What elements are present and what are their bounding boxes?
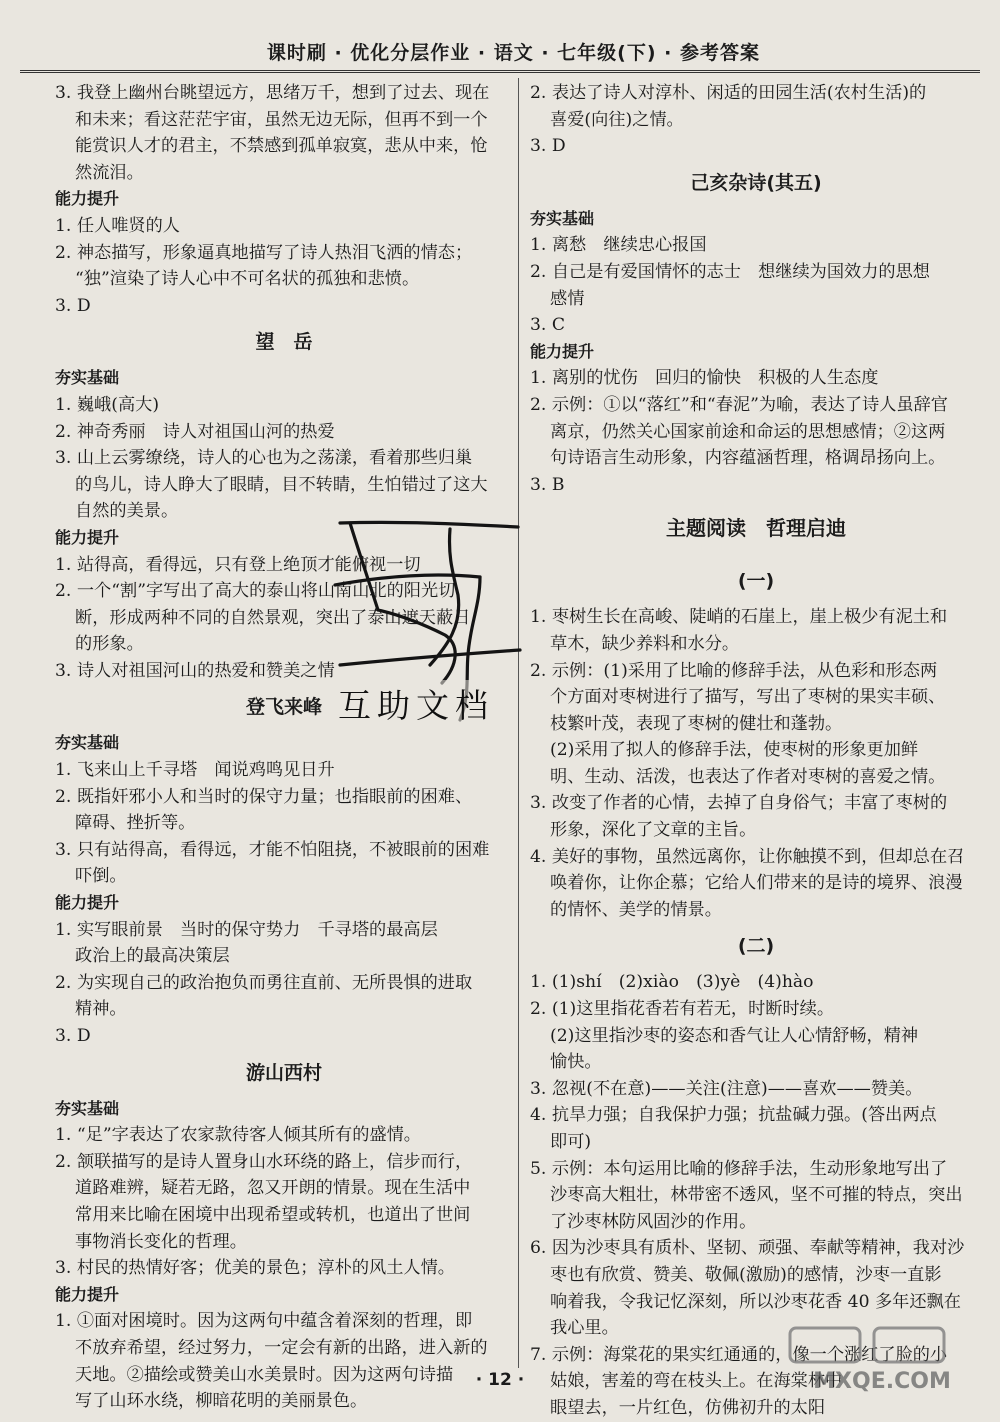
answer-line: 2. 既指奸邪小人和当时的保守力量；也指眼前的困难、 (55, 786, 473, 807)
right-column (530, 80, 982, 1422)
answer-line: 4. 抗旱力强；自我保护力强；抗盐碱力强。(答出两点 (530, 1105, 937, 1126)
answer-line: 事物消长变化的哲理。 (75, 1231, 247, 1252)
answer-line: 个方面对枣树进行了描写，写出了枣树的果实丰硕、 (550, 687, 946, 708)
answer-line: 3. D (55, 1026, 91, 1046)
answer-line: 3. 诗人对祖国河山的热爱和赞美之情 (55, 660, 335, 681)
answer-line: 3. 改变了作者的心情，去掉了自身俗气；丰富了枣树的 (530, 793, 948, 814)
answer-line: 5. 示例：本句运用比喻的修辞手法，生动形象地写出了 (530, 1158, 948, 1179)
answer-line: 天地。②描绘或赞美山水美景时。因为这两句诗描 (75, 1364, 454, 1385)
answer-line: 7. 示例：海棠花的果实红通通的，像一个涨红了脸的小 (530, 1344, 948, 1365)
subsection-heading: 夯实基础 (55, 1098, 120, 1118)
answer-line: 1. 枣树生长在高峻、陡峭的石崖上，崖上极少有泥土和 (530, 607, 948, 628)
answer-line: 3. 山上云雾缭绕，诗人的心也为之荡漾，看着那些归巢 (55, 448, 473, 469)
answer-line: 2. 一个“割”字写出了高大的泰山将山南山北的阳光切 (55, 581, 456, 602)
answer-line: 感情 (550, 288, 585, 309)
answer-line: 常用来比喻在困境中出现希望或转机，也道出了世间 (75, 1204, 471, 1225)
answer-line: 3. D (530, 136, 566, 157)
answer-line: 2. 自己是有爱国情怀的志士 想继续为国效力的思想 (530, 261, 930, 282)
section-title: (一) (737, 570, 775, 593)
page-number: · 12 · (475, 1370, 525, 1390)
answer-line: 障碍、挫折等。 (75, 813, 196, 834)
subsection-heading: 夯实基础 (55, 368, 120, 388)
answer-line: 离京，仍然关心国家前途和命运的思想感情；②这两 (550, 421, 946, 442)
answer-line: 3. 村民的热情好客；优美的景色；淳朴的风土人情。 (55, 1258, 455, 1279)
section-title: 望 岳 (255, 331, 313, 354)
answer-line: 2. 为实现自己的政治抱负而勇往直前、无所畏惧的进取 (55, 972, 473, 993)
answer-line: “独”渲染了诗人心中不可名状的孤独和悲愤。 (75, 269, 420, 290)
answer-line: 3. C (530, 315, 566, 336)
answer-line: 1. 任人唯贤的人 (55, 215, 180, 236)
answer-line: 然流泪。 (75, 162, 144, 183)
section-title: 主题阅读 哲理启迪 (666, 516, 846, 541)
answer-line: 2. 表达了诗人对淳朴、闲适的田园生活(农村生活)的 (530, 83, 927, 103)
left-column (55, 80, 513, 1415)
answer-line: 唤着你，让你企慕；它给人们带来的是诗的境界、浪漫 (550, 873, 963, 894)
answer-line: 响着我，令我记忆深刻，所以沙枣花香 40 多年还飘在 (550, 1291, 961, 1312)
answer-line: 2. (1)这里指花香若有若无，时断时续。 (530, 999, 835, 1020)
answer-line: 明、生动、活泼，也表达了作者对枣树的喜爱之情。 (550, 766, 946, 787)
page-header (20, 30, 980, 73)
answer-line: 1. 飞来山上千寻塔 闻说鸡鸣见日升 (55, 760, 335, 781)
subsection-heading: 能力提升 (55, 893, 120, 913)
answer-line: 草木，缺少养料和水分。 (550, 633, 740, 654)
answer-line: 4. 美好的事物，虽然远离你，让你触摸不到，但却总在召 (530, 846, 965, 867)
answer-line: 1. “足”字表达了农家款待客人倾其所有的盛情。 (55, 1125, 421, 1146)
answer-line: 了沙枣林防风固沙的作用。 (550, 1211, 757, 1232)
subsection-heading: 夯实基础 (55, 733, 120, 753)
answer-line: 喜爱(向往)之情。 (550, 109, 684, 130)
subsection-heading: 能力提升 (55, 1284, 120, 1304)
answer-line: 3. 忽视(不在意)——关注(注意)——喜欢——赞美。 (530, 1078, 923, 1099)
answer-line: 句诗语言生动形象，内容蕴涵哲理，格调昂扬向上。 (550, 448, 946, 469)
answer-line: 1. 离愁 继续忠心报国 (530, 235, 707, 256)
answer-line: (2)这里指沙枣的姿态和香气让人心情舒畅，精神 (550, 1025, 919, 1046)
answer-line: 2. 神态描写，形象逼真地描写了诗人热泪飞洒的情态； (55, 242, 473, 263)
answer-line: 2. 示例：(1)采用了比喻的修辞手法，从色彩和形态两 (530, 660, 938, 681)
answer-line: 形象，深化了文章的主旨。 (550, 820, 757, 841)
answer-line: 吓倒。 (75, 866, 127, 887)
answer-line: 我心里。 (550, 1318, 619, 1339)
answer-line: 道路难辨，疑若无路，忽又开朗的情景。现在生活中 (75, 1178, 471, 1199)
answer-line: 能赏识人才的君主，不禁感到孤单寂寞，悲从中来，怆 (75, 136, 488, 157)
header-title: 课时刷 · 优化分层作业 · 语文 · 七年级(下) · 参考答案 (266, 42, 760, 64)
answer-line: 断，形成两种不同的自然景观，突出了泰山遮天蔽日 (75, 607, 471, 628)
answer-line: (2)采用了拟人的修辞手法，使枣树的形象更加鲜 (550, 740, 919, 761)
answer-line: 愉快。 (550, 1052, 602, 1073)
answer-line: 姑娘，害羞的弯在枝头上。在海棠林中 (550, 1371, 843, 1392)
answer-line: 3. 我登上幽州台眺望远方，思绪万千，想到了过去、现在 (55, 83, 490, 103)
answer-line: 3. B (530, 474, 565, 495)
answer-line: 眼望去，一片红色，仿佛初升的太阳 (550, 1397, 826, 1418)
answer-line: 3. 只有站得高，看得远，才能不怕阻挠，不被眼前的困难 (55, 839, 490, 860)
corner-logo-text: MXQE.COM (813, 1369, 951, 1394)
section-title: 己亥杂诗(其五) (690, 171, 822, 194)
answer-line: 3. D (55, 295, 91, 316)
answer-line: 2. 神奇秀丽 诗人对祖国山河的热爱 (55, 421, 335, 442)
answer-line: 2. 颔联描写的是诗人置身山水环绕的路上，信步而行， (55, 1151, 473, 1172)
answer-line: 1. ①面对困境时。因为这两句中蕴含着深刻的哲理，即 (55, 1311, 473, 1332)
answer-line: 和未来；看这茫茫宇宙，虽然无边无际，但再不到一个 (75, 109, 488, 130)
answer-line: 6. 因为沙枣具有质朴、坚韧、顽强、奉献等精神，我对沙 (530, 1238, 965, 1259)
answer-line: 的鸟儿，诗人睁大了眼睛，目不转睛，生怕错过了这大 (75, 474, 488, 495)
answer-line: 枝繁叶茂，表现了枣树的健壮和蓬勃。 (550, 713, 843, 734)
answer-line: 1. (1)shí (2)xiào (3)yè (4)hào (530, 972, 814, 993)
answer-line: 政治上的最高决策层 (75, 946, 230, 967)
section-title: (二) (737, 935, 775, 958)
answer-line: 的情怀、美学的情景。 (550, 899, 722, 920)
answer-line: 1. 站得高，看得远，只有登上绝顶才能俯视一切 (55, 554, 421, 575)
answer-line: 的形象。 (75, 634, 144, 655)
subsection-heading: 能力提升 (55, 189, 120, 209)
answer-line: 即可) (550, 1132, 592, 1152)
subsection-heading: 能力提升 (530, 341, 595, 361)
section-title: 登飞来峰 (245, 696, 322, 719)
answer-line: 精神。 (75, 999, 127, 1020)
answer-line: 2. 示例：①以“落红”和“春泥”为喻，表达了诗人虽辞官 (530, 394, 948, 415)
watermark-text: 互助文档 (338, 680, 494, 727)
answer-line: 1. 离别的忧伤 回归的愉快 积极的人生态度 (530, 368, 879, 389)
answer-line: 自然的美景。 (75, 501, 179, 522)
subsection-heading: 夯实基础 (530, 208, 595, 228)
answer-line: 不放弃希望，经过努力，一定会有新的出路，进入新的 (75, 1337, 488, 1358)
answer-line: 枣也有欣赏、赞美、敬佩(激励)的感情，沙枣一直影 (550, 1264, 942, 1285)
answer-line: 1. 巍峨(高大) (55, 394, 160, 415)
answer-line: 1. 实写眼前景 当时的保守势力 千寻塔的最高层 (55, 919, 438, 940)
answer-line: 沙枣高大粗壮，林带密不透风，坚不可摧的特点，突出 (550, 1185, 963, 1206)
section-title: 游山西村 (245, 1061, 322, 1084)
subsection-heading: 能力提升 (55, 527, 120, 547)
answer-line: 写了山环水绕，柳暗花明的美丽景色。 (75, 1391, 368, 1412)
